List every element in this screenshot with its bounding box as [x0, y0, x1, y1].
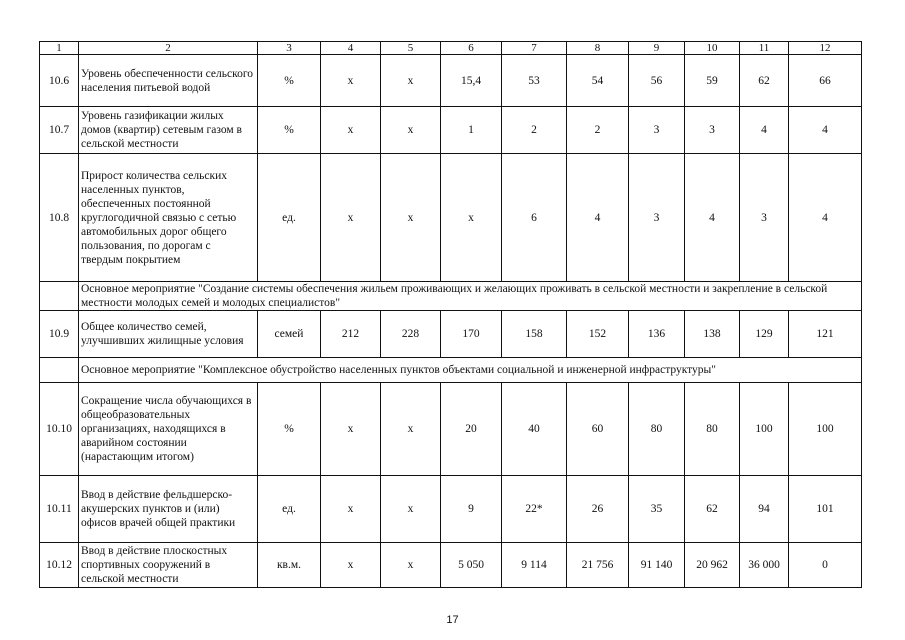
column-header: 4 — [321, 42, 381, 55]
value-cell: 3 — [629, 154, 685, 282]
row-number: 10.10 — [40, 383, 79, 476]
table-body — [40, 42, 862, 588]
value-cell: 20 962 — [685, 543, 740, 588]
value-cell: 54 — [567, 55, 629, 107]
unit-cell: кв.м. — [258, 543, 321, 588]
header-row — [40, 42, 862, 55]
value-cell: 62 — [740, 55, 789, 107]
table-row — [40, 154, 862, 282]
column-header: 2 — [79, 42, 258, 55]
value-cell: x — [321, 383, 381, 476]
row-number: 10.8 — [40, 154, 79, 282]
value-cell: 170 — [441, 311, 502, 358]
value-cell: 5 050 — [441, 543, 502, 588]
value-cell: x — [381, 154, 441, 282]
column-header: 1 — [40, 42, 79, 55]
value-cell: 22* — [502, 476, 567, 543]
section-title: Основное мероприятие "Комплексное обустройство населенных пунктов объектами социальной и инженерной инфраструктуры" — [79, 358, 862, 383]
blank-cell — [40, 282, 79, 311]
column-header: 11 — [740, 42, 789, 55]
value-cell: x — [321, 55, 381, 107]
unit-cell: % — [258, 107, 321, 154]
column-header: 7 — [502, 42, 567, 55]
value-cell: 80 — [629, 383, 685, 476]
value-cell: 91 140 — [629, 543, 685, 588]
value-cell: 121 — [789, 311, 862, 358]
table-row — [40, 383, 862, 476]
value-cell: 212 — [321, 311, 381, 358]
value-cell: x — [381, 543, 441, 588]
page-number: 17 — [446, 614, 459, 626]
value-cell: 4 — [789, 107, 862, 154]
value-cell: 2 — [502, 107, 567, 154]
row-number: 10.7 — [40, 107, 79, 154]
value-cell: 53 — [502, 55, 567, 107]
value-cell: 36 000 — [740, 543, 789, 588]
value-cell: 60 — [567, 383, 629, 476]
section-title: Основное мероприятие "Создание системы обеспечения жильем проживающих и желающих проживать в сельской местности и закрепление в сельской местности молодых семей и молодых специалистов" — [79, 282, 862, 311]
table-row — [40, 55, 862, 107]
value-cell: 100 — [789, 383, 862, 476]
value-cell: 2 — [567, 107, 629, 154]
value-cell: 62 — [685, 476, 740, 543]
indicators-table — [39, 41, 862, 588]
column-header: 12 — [789, 42, 862, 55]
unit-cell: ед. — [258, 154, 321, 282]
indicator-name: Общее количество семей, улучшивших жилищные условия — [79, 311, 258, 358]
value-cell: 4 — [567, 154, 629, 282]
indicator-name: Сокращение числа обучающихся в общеобразовательных организациях, находящихся в аварийном состоянии (нарастающим итогом) — [79, 383, 258, 476]
value-cell: x — [381, 107, 441, 154]
indicator-name: Ввод в действие фельдшерско-акушерских пунктов и (или) офисов врачей общей практики — [79, 476, 258, 543]
value-cell: 101 — [789, 476, 862, 543]
table-row — [40, 543, 862, 588]
value-cell: 129 — [740, 311, 789, 358]
row-number: 10.11 — [40, 476, 79, 543]
value-cell: x — [381, 383, 441, 476]
value-cell: 56 — [629, 55, 685, 107]
value-cell: 152 — [567, 311, 629, 358]
column-header: 9 — [629, 42, 685, 55]
value-cell: x — [321, 476, 381, 543]
value-cell: x — [321, 154, 381, 282]
unit-cell: % — [258, 383, 321, 476]
value-cell: x — [381, 55, 441, 107]
blank-cell — [40, 358, 79, 383]
value-cell: 4 — [685, 154, 740, 282]
table-row — [40, 311, 862, 358]
indicator-name: Уровень обеспеченности сельского населения питьевой водой — [79, 55, 258, 107]
table-row — [40, 476, 862, 543]
column-header: 5 — [381, 42, 441, 55]
value-cell: 0 — [789, 543, 862, 588]
row-number: 10.9 — [40, 311, 79, 358]
value-cell: 15,4 — [441, 55, 502, 107]
unit-cell: семей — [258, 311, 321, 358]
column-header: 6 — [441, 42, 502, 55]
value-cell: 9 — [441, 476, 502, 543]
value-cell: 158 — [502, 311, 567, 358]
value-cell: 59 — [685, 55, 740, 107]
value-cell: 35 — [629, 476, 685, 543]
indicator-name: Ввод в действие плоскостных спортивных сооружений в сельской местности — [79, 543, 258, 588]
value-cell: 138 — [685, 311, 740, 358]
table-row — [40, 107, 862, 154]
value-cell: 228 — [381, 311, 441, 358]
value-cell: 100 — [740, 383, 789, 476]
row-number: 10.12 — [40, 543, 79, 588]
value-cell: 94 — [740, 476, 789, 543]
indicator-name: Уровень газификации жилых домов (квартир) сетевым газом в сельской местности — [79, 107, 258, 154]
unit-cell: % — [258, 55, 321, 107]
row-number: 10.6 — [40, 55, 79, 107]
value-cell: 6 — [502, 154, 567, 282]
value-cell: x — [321, 107, 381, 154]
column-header: 3 — [258, 42, 321, 55]
indicator-name: Прирост количества сельских населенных пунктов, обеспеченных постоянной круглогодичной связью с сетью автомобильных дорог общего пользования, по дорогам с твердым покрытием — [79, 154, 258, 282]
value-cell: 21 756 — [567, 543, 629, 588]
value-cell: 9 114 — [502, 543, 567, 588]
column-header: 10 — [685, 42, 740, 55]
value-cell: 3 — [685, 107, 740, 154]
value-cell: 136 — [629, 311, 685, 358]
value-cell: x — [441, 154, 502, 282]
value-cell: 1 — [441, 107, 502, 154]
value-cell: 4 — [740, 107, 789, 154]
value-cell: 4 — [789, 154, 862, 282]
value-cell: 3 — [740, 154, 789, 282]
section-row — [40, 358, 862, 383]
value-cell: 66 — [789, 55, 862, 107]
value-cell: x — [381, 476, 441, 543]
value-cell: 26 — [567, 476, 629, 543]
section-row — [40, 282, 862, 311]
value-cell: 80 — [685, 383, 740, 476]
value-cell: 20 — [441, 383, 502, 476]
value-cell: x — [321, 543, 381, 588]
unit-cell: ед. — [258, 476, 321, 543]
value-cell: 40 — [502, 383, 567, 476]
value-cell: 3 — [629, 107, 685, 154]
column-header: 8 — [567, 42, 629, 55]
